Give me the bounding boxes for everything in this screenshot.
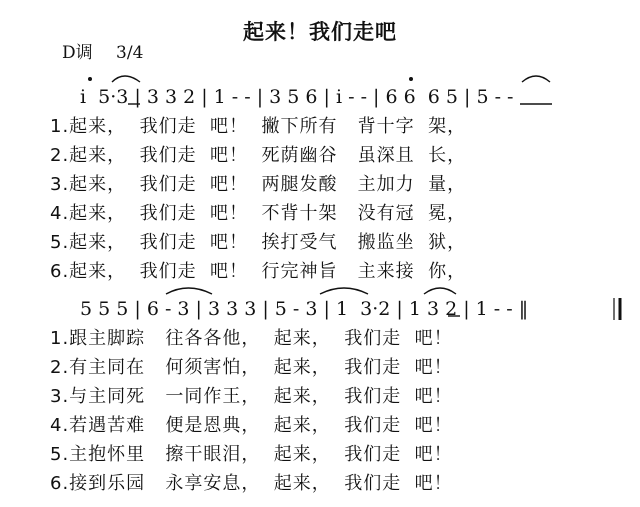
verse-1-line-2: 1.跟主脚踪 往各各他， 起来， 我们走 吧！ [50,328,453,349]
slur [166,288,212,294]
verse-6-line-2: 6.接到乐园 永享安息， 起来， 我们走 吧！ [50,473,453,494]
verse-5-line-1: 5.起来， 我们走 吧！ 挨打受气 搬监坐 狱， [50,232,467,253]
time-signature: 3/4 [116,43,144,63]
octave-dot [88,77,92,81]
notes-line-1: i 5·3 | 3 3 2 | 1 - - | 3 5 6 | i - - | 6 6 6 5 | 5 - - [80,86,514,108]
slur [424,288,456,294]
verse-2-line-1: 2.起来， 我们走 吧！ 死荫幽谷 虽深且 长， [50,145,467,166]
verse-3-line-1: 3.起来， 我们走 吧！ 两腿发酸 主加力 量， [50,174,467,195]
key-label: D调 [62,43,93,63]
verse-1-line-1: 1.起来， 我们走 吧！ 撇下所有 背十字 架， [50,116,467,137]
verse-6-line-1: 6.起来， 我们走 吧！ 行完神旨 主来接 你， [50,261,467,282]
slur [112,76,140,82]
octave-dot [409,77,413,81]
verse-2-line-2: 2.有主同在 何须害怕， 起来， 我们走 吧！ [50,357,453,378]
slur [522,76,550,82]
verse-4-line-1: 4.起来， 我们走 吧！ 不背十架 没有冠 冕， [50,203,467,224]
verse-3-line-2: 3.与主同死 一同作王， 起来， 我们走 吧！ [50,386,453,407]
verse-5-line-2: 5.主抱怀里 擦干眼泪， 起来， 我们走 吧！ [50,444,453,465]
song-title: 起来！我们走吧 [243,20,397,44]
slur [320,288,368,294]
notes-line-2: 5 5 5 | 6 - 3 | 3 3 3 | 5 - 3 | 1 3·2 | 1 3 2 | 1 - - ‖ [80,298,529,320]
verse-4-line-2: 4.若遇苦难 便是恩典， 起来， 我们走 吧！ [50,415,453,436]
